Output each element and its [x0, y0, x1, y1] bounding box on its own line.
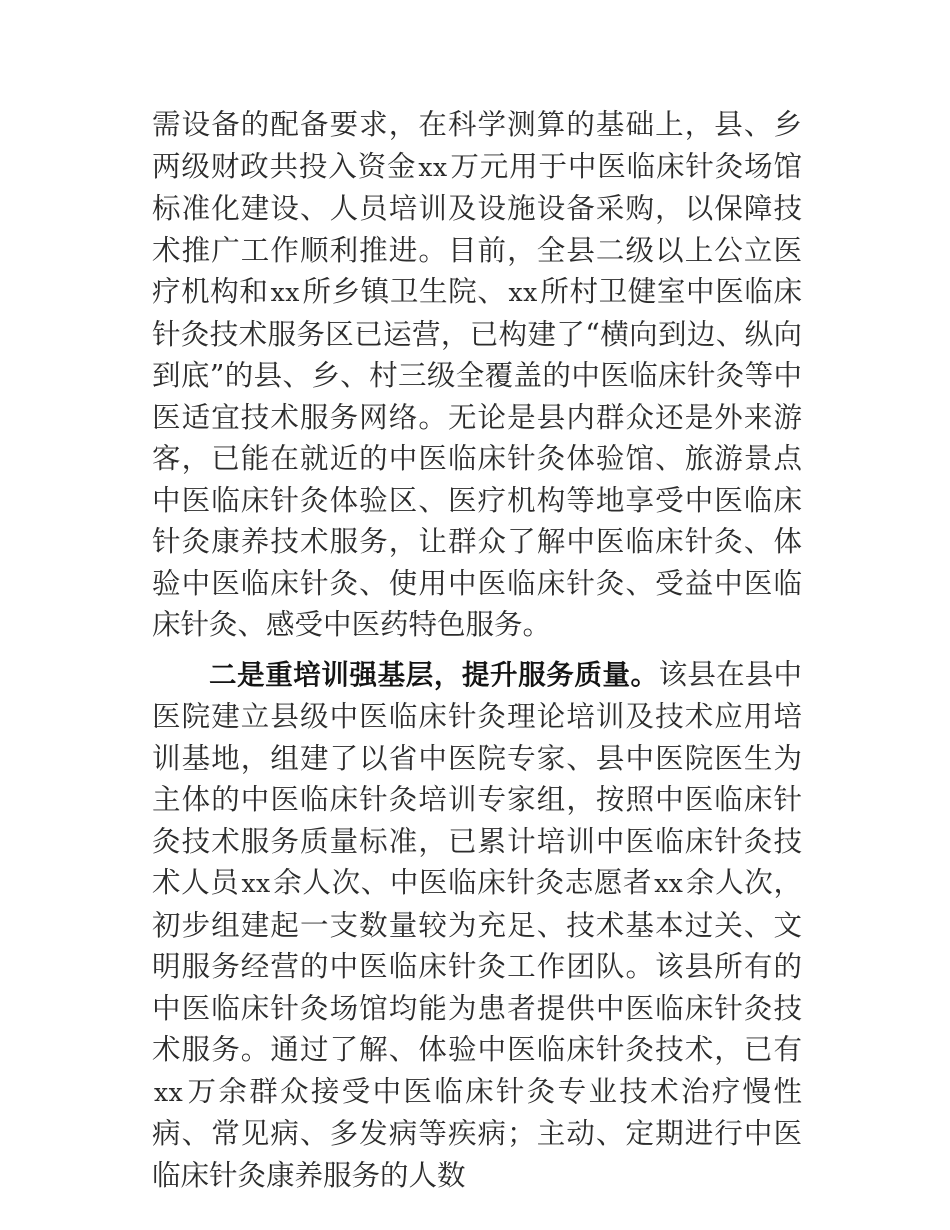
- placeholder-token: xx: [270, 278, 300, 307]
- placeholder-token: xx: [654, 869, 684, 898]
- section-heading-two: 二是重培训强基层，提升服务质量。: [209, 658, 659, 691]
- section-two-body-text: 该县在县中医院建立县级中医临床针灸理论培训及技术应用培训基地，组建了以省中医院专家、县中医院医生为主体的中医临床针灸培训专家组，按照中医临床针灸技术服务质量标准，已累计培训中医临床针灸技术人员xx余人次、中医临床针灸志愿者xx余人次，初步组建起一支数量较为充足、技术基本过关、文明服务经营的中医临床针灸工作团队。该县所有的中医临床针灸场馆均能为患者提供中医临床针灸技术服务。通过了解、体验中医临床针灸技术，已有xx万余群众接受中医临床针灸专业技术治疗慢性病、常见病、多发病等疾病；主动、定期进行中医临床针灸康养服务的人数: [152, 657, 802, 1192]
- placeholder-token: xx: [508, 278, 538, 307]
- paragraph-section-two: [152, 654, 802, 1197]
- placeholder-token: xx: [154, 1077, 184, 1107]
- paragraph-continued: 需设备的配备要求，在科学测算的基础上，县、乡两级财政共投入资金xx万元用于中医临床针灸场馆标准化建设、人员培训及设施设备采购，以保障技术推广工作顺利推进。目前，全县二级以上公立医疗机构和xx所乡镇卫生院、xx所村卫健室中医临床针灸技术服务区已运营，已构建了“横向到边、纵向到底”的县、乡、村三级全覆盖的中医临床针灸等中医适宜技术服务网络。无论是县内群众还是外来游客，已能在就近的中医临床针灸体验馆、旅游景点中医临床针灸体验区、医疗机构等地享受中医临床针灸康养技术服务，让群众了解中医临床针灸、体验中医临床针灸、使用中医临床针灸、受益中医临床针灸、感受中医药特色服务。: [152, 108, 802, 641]
- placeholder-token: xx: [418, 152, 448, 182]
- placeholder-token: xx: [241, 869, 271, 898]
- document-text-body: [152, 104, 802, 1196]
